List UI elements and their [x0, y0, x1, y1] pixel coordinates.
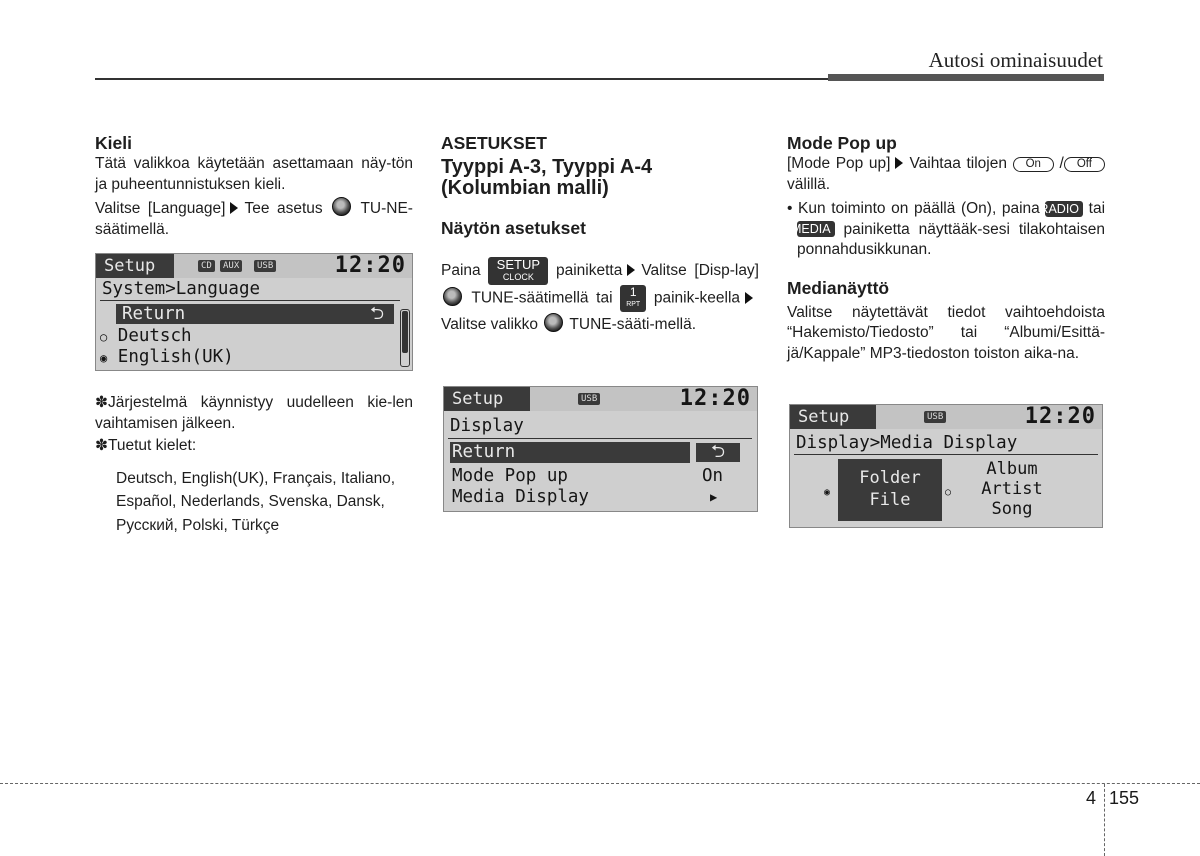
off-pill: Off [1064, 157, 1105, 172]
screen-display [443, 386, 758, 512]
screen-tag: Setup [444, 387, 530, 411]
running-header: Autosi ominaisuudet [928, 48, 1103, 72]
menu-item-deutsch[interactable]: ○ Deutsch [100, 326, 192, 346]
usb-chip: USB [254, 260, 276, 272]
on-pill: On [1013, 157, 1054, 172]
screen-language [95, 253, 413, 371]
type-title: Tyyppi A-3, Tyyppi A-4 (Kolumbian malli) [441, 156, 653, 199]
option-folder-file[interactable]: Folder File [838, 459, 942, 521]
left-column [95, 132, 413, 240]
paragraph-media-display: Valitse näytettävät tiedot vaihtoehdoista “Hakemisto/Tiedosto” tai “Albumi/Esittä-jä/Kappale” MP3-tiedoston toiston aika-na. [787, 303, 1105, 362]
footer-rule [0, 783, 1200, 784]
menu-item-media-display[interactable]: Media Display [452, 487, 589, 507]
screen-tag: Setup [790, 405, 876, 429]
arrow-icon [745, 292, 753, 304]
radio-on-icon: ◉ [824, 487, 831, 498]
radio-on-icon: ◉ [100, 351, 108, 365]
screen-path: System>Language [102, 279, 261, 299]
heading-mode-popup: Mode Pop up [787, 133, 897, 153]
tune-knob-icon [544, 313, 563, 332]
one-rpt-button: 1 RPT [620, 285, 646, 312]
left-notes [95, 393, 413, 537]
arrow-icon [230, 202, 238, 214]
bullet-popup: • Kun toiminto on päällä (On), paina RADIO tai MEDIA painiketta näyttääk-sesi tilakohtaisen ponnahdusikkunan. [787, 200, 1106, 258]
menu-item-return[interactable]: Return ⮌ [116, 304, 394, 324]
note-restart: ✽Järjestelmä käynnistyy uudelleen kie-len vaihtamisen jälkeen. [95, 394, 413, 432]
screen-tag: Setup [96, 254, 174, 278]
footer-divider [1104, 784, 1105, 856]
languages-list: Deutsch, English(UK), Français, Italiano, Español, Nederlands, Svenska, Dansk, Русский, Polski, Türkçe [116, 469, 396, 534]
chevron-right-icon: ▶ [710, 490, 718, 504]
media-button: MEDIA [797, 221, 835, 237]
menu-item-mode-popup[interactable]: Mode Pop up [452, 466, 568, 486]
return-icon: ⮌ [696, 443, 740, 462]
menu-item-english[interactable]: ◉ English(UK) [100, 347, 234, 367]
tune-knob-icon [443, 287, 462, 306]
screen-path: Display [450, 416, 524, 436]
page-number: 155 [1109, 788, 1140, 808]
arrow-icon [895, 157, 903, 169]
header-accent-bar [828, 74, 1104, 81]
chapter-number: 4 [1086, 788, 1097, 808]
screen-divider [448, 438, 752, 439]
radio-off-icon: ○ [945, 487, 952, 498]
screen-media-display [789, 404, 1103, 528]
paragraph-language-steps: Valitse [Language] Tee asetus TU-NE-säätimellä. [95, 197, 413, 240]
screen-clock: 12:20 [679, 386, 751, 411]
radio-off-icon: ○ [100, 330, 108, 344]
heading-display-settings: Näytön asetukset [441, 218, 586, 238]
paragraph-display-steps: Paina SETUP CLOCK painiketta Valitse [Disp-lay] TUNE-säätimellä tai 1 RPT painik-keellaValitse valikko TUNE-sääti-mellä. [441, 257, 759, 333]
screen-path: Display>Media Display [796, 433, 1018, 453]
paragraph-mode-popup: [Mode Pop up] Vaihtaa tilojen On / Off välillä. [787, 154, 1105, 195]
screen-divider [100, 300, 400, 301]
scrollbar-thumb[interactable] [402, 311, 408, 353]
menu-item-return[interactable]: Return [450, 442, 690, 463]
heading-kieli: Kieli [95, 133, 132, 153]
paragraph-language-intro: Tätä valikkoa käytetään asettamaan näy-tön ja puheentunnistuksen kieli. [95, 155, 413, 193]
middle-column [441, 132, 759, 338]
cd-chip: CD [198, 260, 215, 272]
usb-chip: USB [578, 393, 600, 405]
aux-chip: AUX [220, 260, 242, 272]
heading-media-display: Medianäyttö [787, 277, 890, 298]
option-album-artist-song[interactable]: Album Artist Song [981, 459, 1043, 519]
setup-clock-button: SETUP CLOCK [488, 257, 548, 285]
mode-popup-value: On [702, 466, 724, 486]
screen-clock: 12:20 [1024, 404, 1096, 429]
usb-chip: USB [924, 411, 946, 423]
return-icon: ⮌ [369, 304, 384, 324]
note-supported: ✽Tuetut kielet: [95, 437, 197, 454]
scrollbar[interactable] [400, 309, 410, 367]
section-heading: ASETUKSET [441, 133, 547, 153]
radio-button: RADIO [1045, 201, 1083, 217]
tune-knob-icon [332, 197, 351, 216]
screen-clock: 12:20 [334, 253, 406, 278]
right-column [787, 132, 1105, 364]
arrow-icon [627, 264, 635, 276]
screen-divider [794, 454, 1098, 455]
